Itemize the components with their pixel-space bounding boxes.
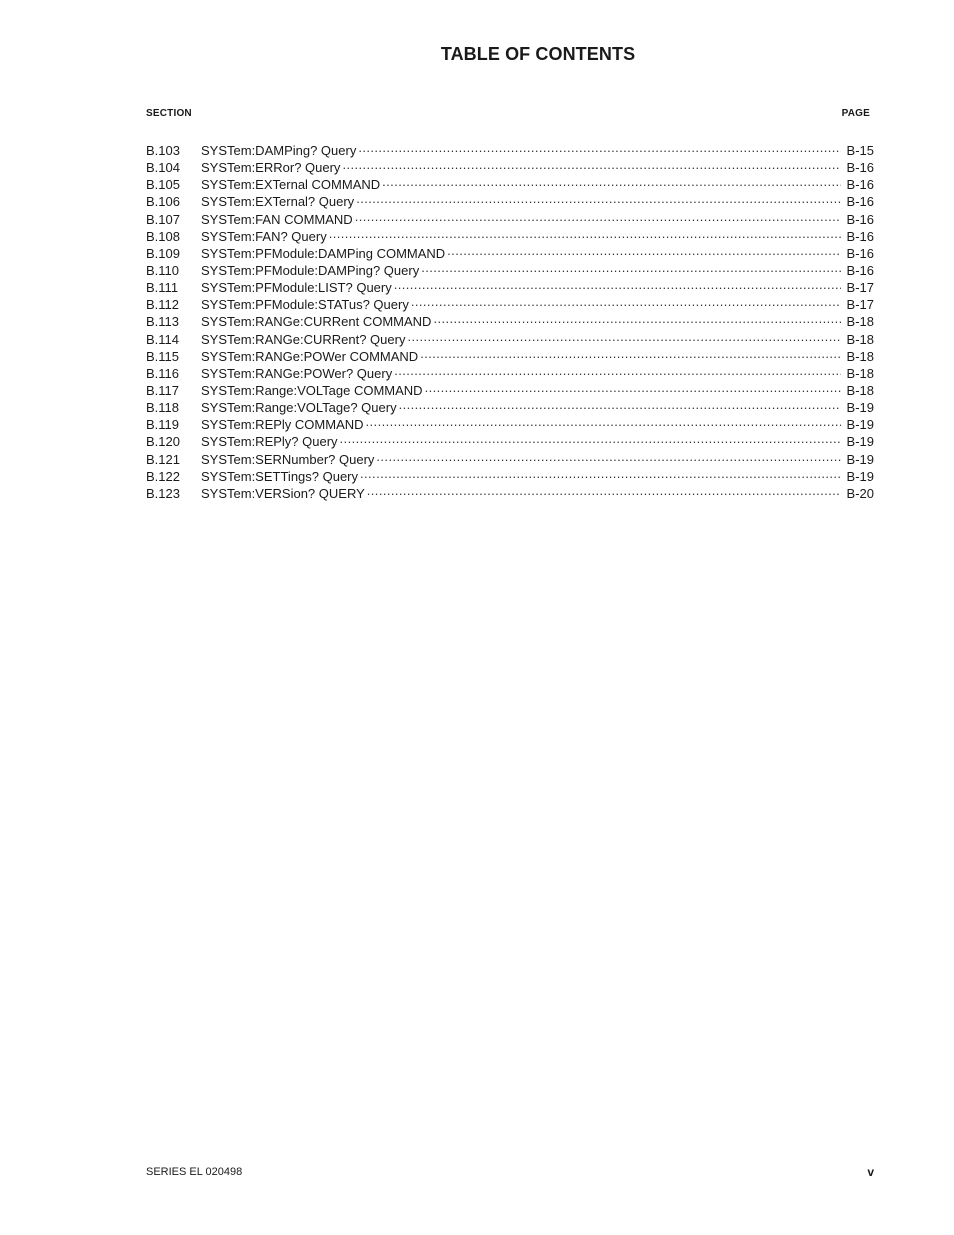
toc-entry-title: SYSTem:RANGe:POWer COMMAND	[201, 348, 419, 364]
toc-entry[interactable]	[146, 296, 874, 313]
toc-entry-title: SYSTem:PFModule:STATus? Query	[201, 297, 409, 313]
toc-entry[interactable]	[146, 382, 874, 399]
toc-entry-title: SYSTem:PFModule:DAMPing? Query	[201, 262, 420, 278]
toc-entry-title: SYSTem:FAN COMMAND	[201, 211, 353, 227]
section-column-header: SECTION	[146, 108, 192, 119]
toc-entry-page: B-16	[846, 228, 874, 244]
toc-entry[interactable]	[146, 485, 874, 502]
toc-entry-title: SYSTem:PFModule:LIST? Query	[201, 280, 392, 296]
toc-entry-section-number: B.105	[146, 177, 180, 193]
toc-entry-section-number: B.121	[146, 451, 180, 467]
toc-entry-section-number: B.122	[146, 468, 180, 484]
toc-entry-dot-leader	[394, 279, 841, 292]
toc-entry-page: B-17	[846, 297, 874, 313]
toc-entry-title: SYSTem:DAMPing? Query	[201, 143, 357, 158]
toc-entry-page: B-16	[846, 194, 874, 210]
toc-entry-page: B-18	[846, 314, 874, 330]
toc-entry-section-number: B.112	[146, 297, 180, 313]
toc-entry-dot-leader	[407, 331, 840, 344]
toc-entry-page: B-19	[846, 400, 874, 416]
toc-entry-page: B-19	[846, 434, 874, 450]
toc-entry[interactable]	[146, 451, 874, 468]
toc-entry-section-number: B.106	[146, 194, 180, 210]
toc-entry-title: SYSTem:Range:VOLTage COMMAND	[201, 382, 423, 398]
toc-entry-title: SYSTem:PFModule:DAMPing COMMAND	[201, 245, 446, 261]
toc-entry-dot-leader	[382, 176, 840, 189]
toc-entry-page: B-15	[846, 143, 874, 158]
toc-entry-dot-leader	[411, 296, 841, 309]
toc-entry-dot-leader	[358, 142, 840, 155]
toc-entry[interactable]	[146, 228, 874, 245]
toc-entry[interactable]	[146, 142, 874, 159]
toc-entry-section-number: B.110	[146, 262, 180, 278]
toc-entry-dot-leader	[399, 399, 841, 412]
toc-entry[interactable]	[146, 416, 874, 433]
toc-entry-title: SYSTem:RANGe:CURRent COMMAND	[201, 314, 432, 330]
toc-entry[interactable]	[146, 193, 874, 210]
toc-entry-section-number: B.117	[146, 382, 180, 398]
toc-entry-title: SYSTem:EXTernal COMMAND	[201, 177, 381, 193]
footer-series: SERIES EL 020498	[146, 1166, 243, 1178]
toc-entry-page: B-18	[846, 331, 874, 347]
toc-entry-page: B-16	[846, 160, 874, 176]
page-column-header: PAGE	[841, 108, 870, 119]
toc-entry-dot-leader	[420, 348, 840, 361]
toc-entry-page: B-18	[846, 365, 874, 381]
toc-entry-dot-leader	[340, 433, 841, 446]
toc-entry-section-number: B.103	[146, 143, 180, 158]
toc-entry-title: SYSTem:FAN? Query	[201, 228, 327, 244]
page-title: TABLE OF CONTENTS	[440, 44, 636, 64]
toc-entry[interactable]	[146, 211, 874, 228]
toc-entry[interactable]	[146, 468, 874, 485]
toc-entry-section-number: B.119	[146, 417, 180, 433]
toc-entry-section-number: B.123	[146, 485, 180, 501]
toc-entry-page: B-17	[846, 280, 874, 296]
toc-entry-title: SYSTem:EXTernal? Query	[201, 194, 355, 210]
toc-entry-dot-leader	[433, 313, 840, 326]
toc-entry-page: B-18	[846, 348, 874, 364]
toc-entry-dot-leader	[355, 211, 841, 224]
toc-entry-section-number: B.104	[146, 160, 180, 176]
toc-entry[interactable]	[146, 176, 874, 193]
toc-entry-dot-leader	[425, 382, 841, 395]
toc-entry-title: SYSTem:RANGe:POWer? Query	[201, 365, 393, 381]
toc-entry-dot-leader	[367, 485, 841, 498]
toc-entry-title: SYSTem:SETTings? Query	[201, 468, 359, 484]
toc-entry-dot-leader	[421, 262, 840, 275]
toc-entry-page: B-19	[846, 451, 874, 467]
toc-entry-page: B-19	[846, 417, 874, 433]
toc-entry-dot-leader	[376, 451, 840, 464]
toc-entry[interactable]	[146, 348, 874, 365]
toc-entry-section-number: B.107	[146, 211, 180, 227]
toc-entry[interactable]	[146, 365, 874, 382]
toc-entry-title: SYSTem:Range:VOLTage? Query	[201, 400, 397, 416]
toc-entry-page: B-16	[846, 211, 874, 227]
toc-entry[interactable]	[146, 399, 874, 416]
toc-entry[interactable]	[146, 313, 874, 330]
toc-entry-title: SYSTem:REPly COMMAND	[201, 417, 364, 433]
toc-entry-title: SYSTem:RANGe:CURRent? Query	[201, 331, 406, 347]
toc-entry-section-number: B.114	[146, 331, 180, 347]
toc-entry-section-number: B.115	[146, 348, 180, 364]
toc-entry-title: SYSTem:REPly? Query	[201, 434, 338, 450]
toc-entry-section-number: B.116	[146, 365, 180, 381]
toc-entry-dot-leader	[447, 245, 840, 258]
toc-entry[interactable]	[146, 159, 874, 176]
toc-entry-dot-leader	[360, 468, 841, 481]
toc-entry[interactable]	[146, 262, 874, 279]
toc-entry[interactable]	[146, 245, 874, 262]
toc-entry-page: B-16	[846, 245, 874, 261]
toc-entry-dot-leader	[366, 416, 841, 429]
toc-entry[interactable]	[146, 279, 874, 296]
toc-entry-section-number: B.118	[146, 400, 180, 416]
toc-entry-title: SYSTem:SERNumber? Query	[201, 451, 375, 467]
toc-entry-page: B-16	[846, 262, 874, 278]
toc-entry-page: B-19	[846, 468, 874, 484]
toc-entry-dot-leader	[356, 193, 840, 206]
toc-entry-title: SYSTem:ERRor? Query	[201, 160, 341, 176]
toc-entry-page: B-18	[846, 382, 874, 398]
toc-list	[146, 142, 874, 502]
toc-entry-title: SYSTem:VERSion? QUERY	[201, 485, 365, 501]
toc-entry-section-number: B.108	[146, 228, 180, 244]
toc-entry[interactable]	[146, 433, 874, 450]
toc-entry-section-number: B.120	[146, 434, 180, 450]
toc-entry-dot-leader	[342, 159, 840, 172]
toc-entry-dot-leader	[329, 228, 841, 241]
toc-entry-section-number: B.109	[146, 245, 180, 261]
footer-page-number: v	[867, 1165, 874, 1179]
toc-entry-dot-leader	[394, 365, 840, 378]
toc-entry-section-number: B.113	[146, 314, 180, 330]
toc-entry-page: B-16	[846, 177, 874, 193]
toc-entry[interactable]	[146, 331, 874, 348]
toc-entry-section-number: B.111	[146, 280, 179, 296]
toc-entry-page: B-20	[846, 485, 874, 501]
